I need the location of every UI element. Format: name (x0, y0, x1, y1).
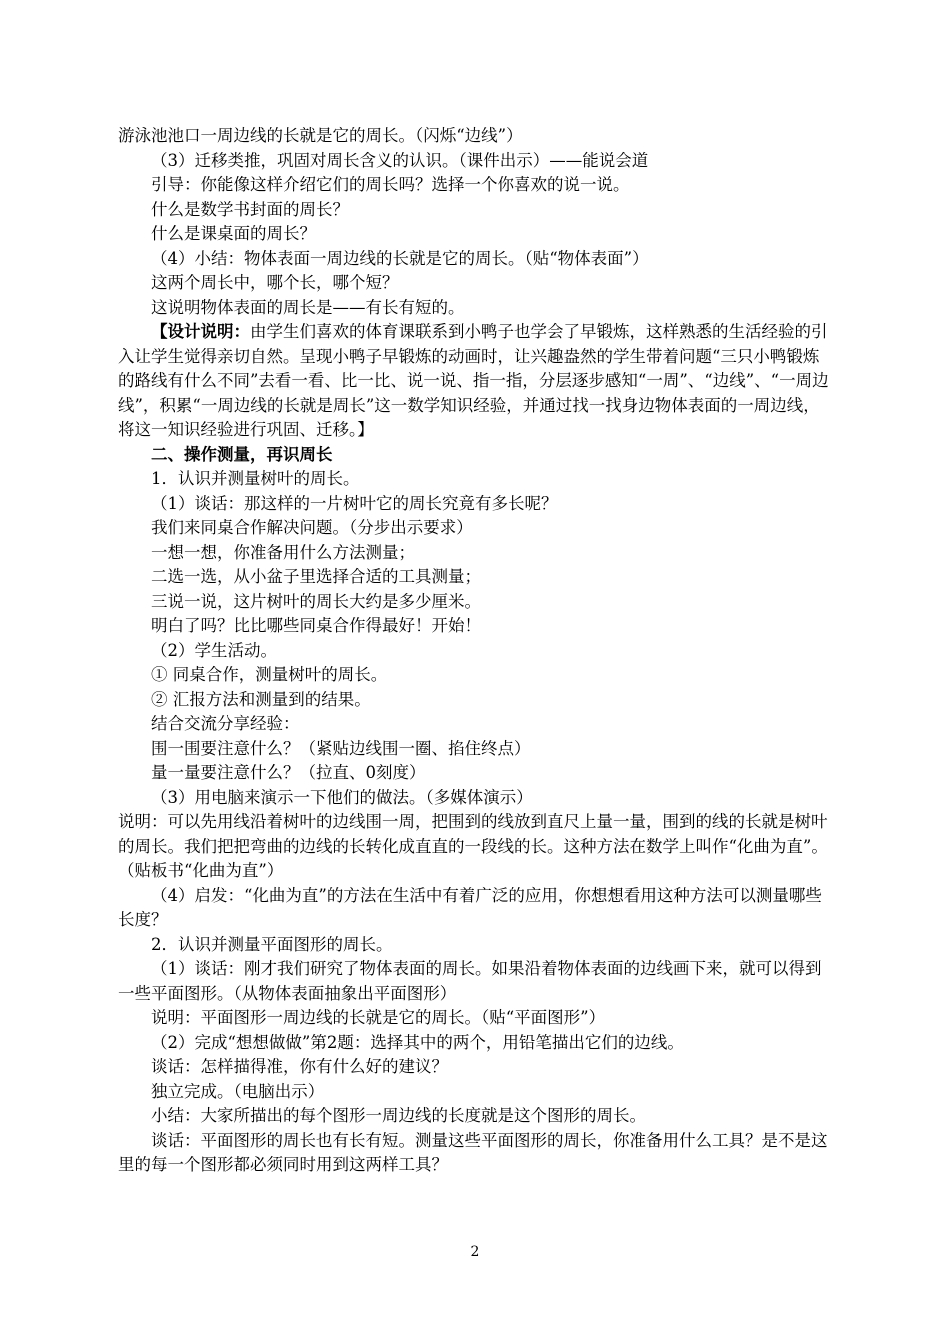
paragraph: 什么是课桌面的周长？ (151, 224, 316, 243)
section-2-heading: 二、操作测量，再识周长 (151, 444, 333, 464)
paragraph: ② 汇报方法和测量到的结果。 (151, 689, 371, 709)
paragraph: （4）启发：“化曲为直”的方法在生活中有着广泛的应用，你想想看用这种方法可以测量哪些长度？ (118, 885, 822, 929)
paragraph: （1）谈话：刚才我们研究了物体表面的周长。如果沿着物体表面的边线画下来，就可以得到一些平面图形。（从物体表面抽象出平面图形） (118, 959, 822, 1003)
paragraph: ① 同桌合作，测量树叶的周长。 (151, 665, 388, 684)
paragraph: 二选一选，从小盆子里选择合适的工具测量； (151, 567, 481, 586)
paragraph: 我们来同桌合作解决问题。（分步出示要求） (151, 518, 473, 537)
paragraph: 引导：你能像这样介绍它们的周长吗？选择一个你喜欢的说一说。 (151, 175, 630, 194)
paragraph: （1）谈话：那这样的一片树叶它的周长究竟有多长呢？ (151, 493, 558, 513)
design-note-body: 由学生们喜欢的体育课联系到小鸭子也学会了早锻炼，这样熟悉的生活经验的引入让学生觉得亲切自然。呈现小鸭子早锻炼的动画时，让兴趣盎然的学生带着问题“三只小鸭锻炼的路线有什么不同”去看一看、比一比、说一说、指一指，分层逐步感知“一周”、“边线”、“一周边线”，积累“一周边线的长就是周长”这一数学知识经验，并通过找一找身边物体表面的一周边线，将这一知识经验进行巩固、迁移。】 (118, 322, 829, 439)
paragraph: 这说明物体表面的周长是——有长有短的。 (151, 297, 465, 317)
design-note (118, 320, 834, 443)
paragraph: 独立完成。（电脑出示） (151, 1081, 325, 1101)
paragraph: 围一围要注意什么？（紧贴边线围一圈、掐住终点） (151, 738, 531, 758)
page-content (118, 124, 834, 1178)
paragraph: 小结：大家所描出的每个图形一周边线的长度就是这个图形的周长。 (151, 1106, 646, 1125)
paragraph: 谈话：怎样描得准，你有什么好的建议？ (151, 1057, 448, 1076)
paragraph: 说明：平面图形一周边线的长就是它的周长。（贴“平面图形”） (151, 1008, 606, 1027)
section-1-tail (118, 124, 834, 320)
design-note-lead: 【设计说明： (151, 322, 250, 341)
paragraph: 游泳池池口一周边线的长就是它的周长。（闪烁“边线”） (118, 126, 523, 145)
paragraph: （2）学生活动。 (151, 640, 277, 660)
paragraph: 结合交流分享经验： (151, 714, 300, 733)
paragraph: （4）小结：物体表面一周边线的长就是它的周长。（贴“物体表面”） (151, 248, 649, 268)
page-number: 2 (470, 1244, 480, 1260)
paragraph: 说明：可以先用线沿着树叶的边线围一周，把围到的线放到直尺上量一量，围到的线的长就是树叶的周长。我们把把弯曲的边线的长转化成直直的一段线的长。这种方法在数学上叫作“化曲为直”。 （贴板书“化曲为直”） (118, 812, 834, 880)
section-2-body (118, 467, 834, 1178)
paragraph: （3）用电脑来演示一下他们的做法。（多媒体演示） (151, 787, 533, 807)
paragraph: 量一量要注意什么？（拉直、0刻度） (151, 763, 426, 782)
paragraph: 这两个周长中，哪个长，哪个短？ (151, 273, 399, 292)
paragraph: 一想一想，你准备用什么方法测量； (151, 542, 415, 562)
paragraph: （3）迁移类推，巩固对周长含义的认识。（课件出示）——能说会道 (151, 150, 649, 170)
paragraph: 什么是数学书封面的周长？ (151, 199, 349, 219)
paragraph: （2）完成“想想做做”第2题：选择其中的两个，用铅笔描出它们的边线。 (151, 1032, 684, 1052)
paragraph: 2．认识并测量平面图形的周长。 (151, 934, 393, 954)
paragraph: 谈话：平面图形的周长也有长有短。测量这些平面图形的周长，你准备用什么工具？是不是这里的每一个图形都必须同时用到这两样工具？ (118, 1130, 828, 1174)
paragraph: 1．认识并测量树叶的周长。 (151, 469, 360, 488)
paragraph: 明白了吗？比比哪些同桌合作得最好！开始！ (151, 616, 481, 635)
paragraph: 三说一说，这片树叶的周长大约是多少厘米。 (151, 591, 481, 611)
